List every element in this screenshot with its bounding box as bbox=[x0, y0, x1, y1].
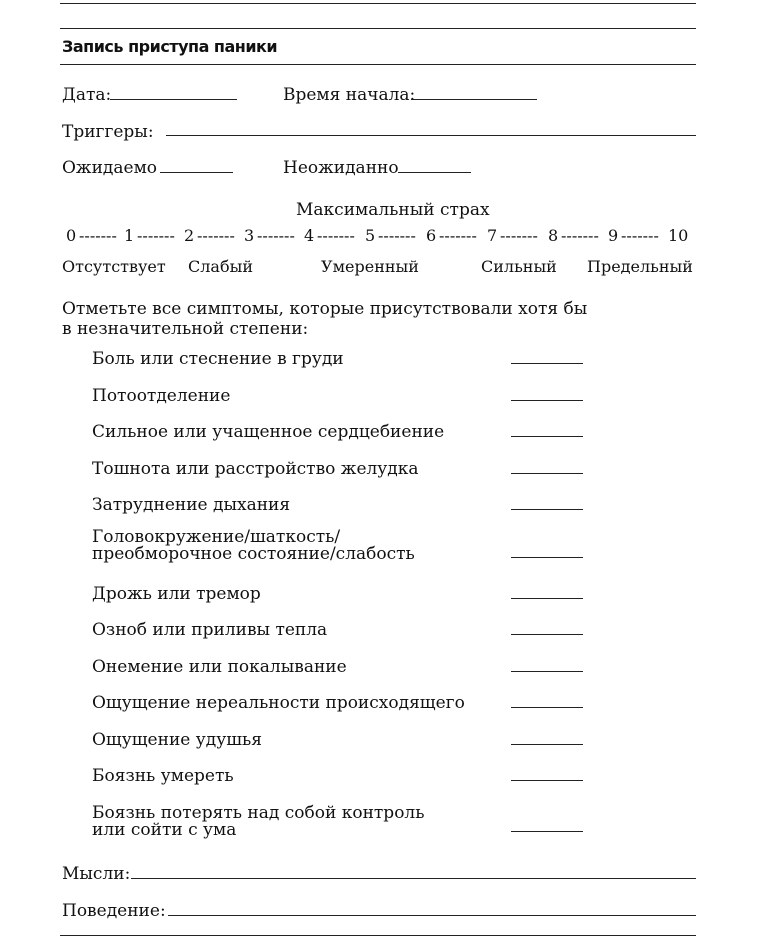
symptom-check-field[interactable] bbox=[511, 707, 583, 708]
symptom-check-field[interactable] bbox=[511, 744, 583, 745]
scale-dashes: ------- bbox=[439, 226, 477, 245]
symptom-check-field[interactable] bbox=[511, 557, 583, 558]
scale-dashes: ------- bbox=[378, 226, 416, 245]
unexpected-field[interactable] bbox=[398, 172, 471, 173]
scale-dashes: ------- bbox=[500, 226, 538, 245]
scale-dashes: ------- bbox=[561, 226, 599, 245]
scale-anchor-mild: Слабый bbox=[188, 257, 253, 276]
scale-mark: 8 bbox=[548, 226, 559, 245]
scale-mark: 0 bbox=[66, 226, 77, 245]
symptom-label: Боль или стеснение в груди bbox=[92, 349, 344, 369]
scale-mark: 4 bbox=[304, 226, 315, 245]
symptom-check-field[interactable] bbox=[511, 671, 583, 672]
symptom-label: Затруднение дыхания bbox=[92, 495, 291, 515]
behavior-label: Поведение: bbox=[62, 901, 166, 921]
symptom-label: Потоотделение bbox=[92, 386, 231, 406]
symptom-check-field[interactable] bbox=[511, 473, 583, 474]
scale-dashes: ------- bbox=[257, 226, 295, 245]
scale-anchor-none: Отсутствует bbox=[62, 257, 166, 276]
symptoms-prompt: Отметьте все симптомы, которые присутствовали хотя бы bbox=[62, 299, 588, 319]
fear-scale-title: Максимальный страх bbox=[296, 200, 490, 220]
unexpected-label: Неожиданно bbox=[283, 158, 399, 178]
thoughts-label: Мысли: bbox=[62, 864, 131, 884]
form-title: Запись приступа паники bbox=[62, 37, 278, 56]
scale-mark: 1 bbox=[124, 226, 135, 245]
date-label: Дата: bbox=[62, 85, 112, 105]
date-field[interactable] bbox=[110, 99, 237, 100]
symptom-check-field[interactable] bbox=[511, 509, 583, 510]
symptom-label: Головокружение/шаткость/ bbox=[92, 527, 341, 547]
start-time-field[interactable] bbox=[411, 99, 537, 100]
symptom-label: Сильное или учащенное сердцебиение bbox=[92, 422, 445, 442]
symptom-label-cont: или сойти с ума bbox=[92, 820, 237, 840]
symptom-label: Боязнь потерять над собой контроль bbox=[92, 803, 425, 823]
scale-dashes: ------- bbox=[317, 226, 355, 245]
scale-mark: 7 bbox=[487, 226, 498, 245]
scale-mark: 5 bbox=[365, 226, 376, 245]
title-top-rule bbox=[60, 28, 696, 29]
expected-label: Ожидаемо bbox=[62, 158, 158, 178]
title-bottom-rule bbox=[60, 64, 696, 65]
symptom-label: Дрожь или тремор bbox=[92, 584, 261, 604]
symptom-check-field[interactable] bbox=[511, 598, 583, 599]
symptom-check-field[interactable] bbox=[511, 831, 583, 832]
scale-mark: 2 bbox=[184, 226, 195, 245]
scale-dashes: ------- bbox=[197, 226, 235, 245]
symptom-check-field[interactable] bbox=[511, 436, 583, 437]
scale-mark: 3 bbox=[244, 226, 255, 245]
scale-anchor-moderate: Умеренный bbox=[321, 257, 419, 276]
symptom-label-cont: преобморочное состояние/слабость bbox=[92, 544, 415, 564]
thoughts-field[interactable] bbox=[131, 878, 696, 879]
scale-dashes: ------- bbox=[79, 226, 117, 245]
scale-mark: 9 bbox=[608, 226, 619, 245]
symptom-check-field[interactable] bbox=[511, 780, 583, 781]
triggers-field[interactable] bbox=[166, 135, 696, 136]
top-rule bbox=[60, 3, 696, 4]
symptom-check-field[interactable] bbox=[511, 400, 583, 401]
symptom-label: Ощущение удушья bbox=[92, 730, 262, 750]
start-time-label: Время начала: bbox=[283, 85, 416, 105]
triggers-label: Триггеры: bbox=[62, 122, 154, 142]
bottom-rule bbox=[60, 935, 696, 936]
expected-field[interactable] bbox=[160, 172, 233, 173]
symptom-label: Онемение или покалывание bbox=[92, 657, 347, 677]
scale-mark: 6 bbox=[426, 226, 437, 245]
scale-anchor-strong: Сильный bbox=[481, 257, 557, 276]
symptom-label: Тошнота или расстройство желудка bbox=[92, 459, 419, 479]
symptom-label: Боязнь умереть bbox=[92, 766, 234, 786]
symptom-label: Ощущение нереальности происходящего bbox=[92, 693, 465, 713]
symptom-check-field[interactable] bbox=[511, 363, 583, 364]
scale-dashes: ------- bbox=[137, 226, 175, 245]
scale-anchor-extreme: Предельный bbox=[587, 257, 693, 276]
symptoms-prompt: в незначительной степени: bbox=[62, 319, 309, 339]
scale-dashes: ------- bbox=[621, 226, 659, 245]
fear-scale bbox=[66, 227, 688, 247]
symptom-label: Озноб или приливы тепла bbox=[92, 620, 328, 640]
symptom-check-field[interactable] bbox=[511, 634, 583, 635]
behavior-field[interactable] bbox=[168, 915, 696, 916]
scale-mark: 10 bbox=[668, 226, 689, 245]
